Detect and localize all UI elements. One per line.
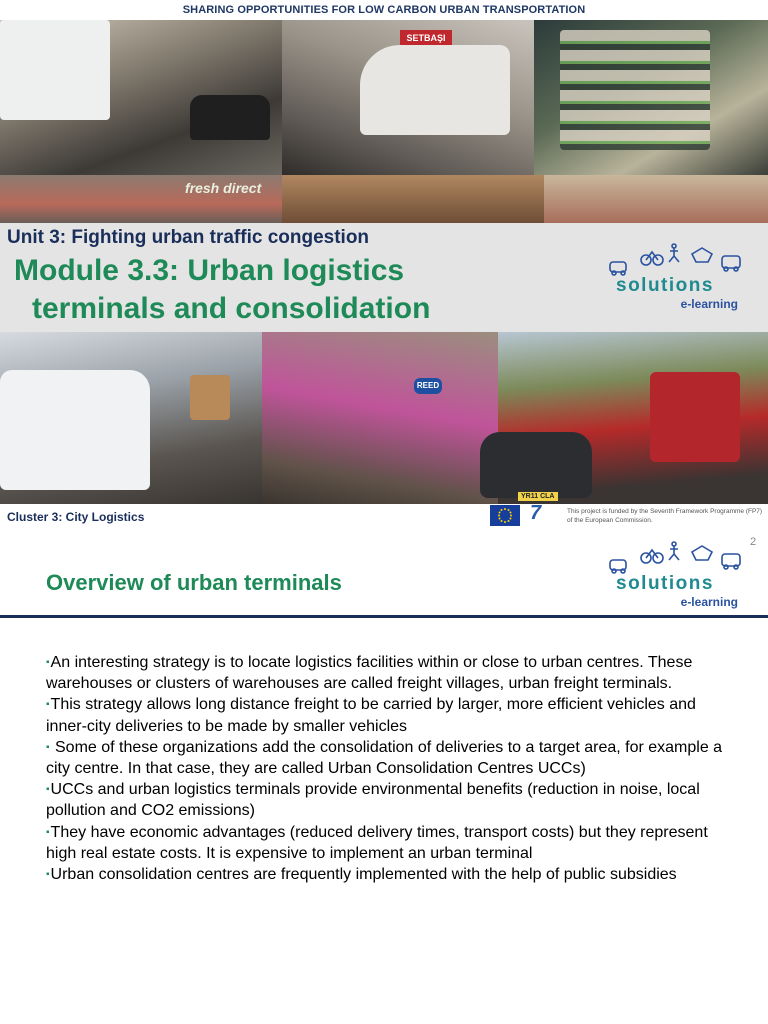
slide-title: Overview of urban terminals (46, 570, 342, 595)
bullet-square-icon: ▪ (46, 826, 50, 838)
list-item: ▪An interesting strategy is to locate logistics facilities within or close to urban centres. These warehouses or clusters of warehouses are called freight villages, urban freight terminals. (46, 654, 693, 693)
cement-mixer-shape (360, 45, 510, 135)
fp7-logo-icon (524, 502, 554, 526)
header-banner: SHARING OPPORTUNITIES FOR LOW CARBON URBAN TRANSPORTATION (0, 0, 768, 20)
solutions-logo (602, 240, 752, 310)
white-van-2-shape (0, 370, 150, 490)
bullet-square-icon: ▪ (46, 741, 50, 753)
white-van-shape (0, 20, 110, 120)
solutions-logo-icon (602, 538, 752, 578)
hatchback-car-shape (480, 432, 592, 498)
photo-delivery-van (544, 175, 768, 223)
carried-boxes-shape (190, 375, 230, 420)
red-bus-shape (650, 372, 740, 462)
fp7-number: 7 (530, 502, 542, 524)
eu-flag-icon (490, 505, 520, 526)
photo-pedestrian-street (262, 332, 498, 504)
list-item: ▪ Some of these organizations add the consolidation of deliveries to a target area, for example a city centre. In that case, they are called Urban Consolidation Centres UCCs) (46, 738, 723, 778)
slide-footer (0, 504, 768, 532)
logo-subtitle: e-learning (680, 297, 738, 311)
logo-word: solutions (616, 275, 714, 296)
bullet-square-icon: ▪ (46, 869, 50, 881)
shop-sign-reed: REED (414, 378, 442, 394)
list-item: ▪This strategy allows long distance freight to be carried by larger, more efficient vehicles and inner-city deliveries to be made by smaller vehicles (46, 696, 696, 735)
funding-line-2: of the European Commission. (567, 517, 653, 524)
logo-subtitle: e-learning (680, 595, 738, 609)
cluster-label: Cluster 3: City Logistics (7, 510, 145, 524)
dark-car-shape (190, 95, 270, 140)
logo-word: solutions (616, 573, 714, 594)
license-plate: YR11 CLA (518, 492, 558, 501)
shop-shelves-shape (560, 30, 710, 150)
list-item: ▪UCCs and urban logistics terminals provide environmental benefits (reduction in noise, local pollution and CO2 emissions) (46, 781, 700, 820)
solutions-logo-icon (602, 240, 752, 280)
truck-brand-text: fresh direct (185, 180, 262, 196)
overview-slide (0, 532, 768, 1024)
funding-line-1: This project is funded by the Seventh Framework Programme (FP7) (567, 508, 763, 515)
module-title-line-2: terminals and consolidation (32, 292, 431, 325)
unit-title: Unit 3: Fighting urban traffic congestion (7, 227, 370, 248)
photo-courier (282, 175, 544, 223)
funding-notice (567, 507, 763, 525)
list-item: ▪Urban consolidation centres are frequently implemented with the help of public subsidies (46, 866, 677, 884)
photo-street-truck (0, 175, 282, 223)
solutions-logo-2 (602, 538, 752, 608)
title-divider (0, 615, 768, 618)
page-number: 2 (750, 536, 757, 548)
street-sign-setbasi: SETBAŞI (400, 30, 452, 47)
module-title (14, 252, 430, 328)
list-item: ▪They have economic advantages (reduced delivery times, transport costs) but they represent high real estate costs. It is expensive to implement an urban terminal (46, 823, 708, 862)
bullet-list (46, 652, 736, 885)
bullet-square-icon: ▪ (46, 657, 50, 668)
bullet-square-icon: ▪ (46, 699, 50, 711)
bullet-square-icon: ▪ (46, 784, 50, 796)
module-title-line-1: Module 3.3: Urban logistics (14, 254, 405, 287)
